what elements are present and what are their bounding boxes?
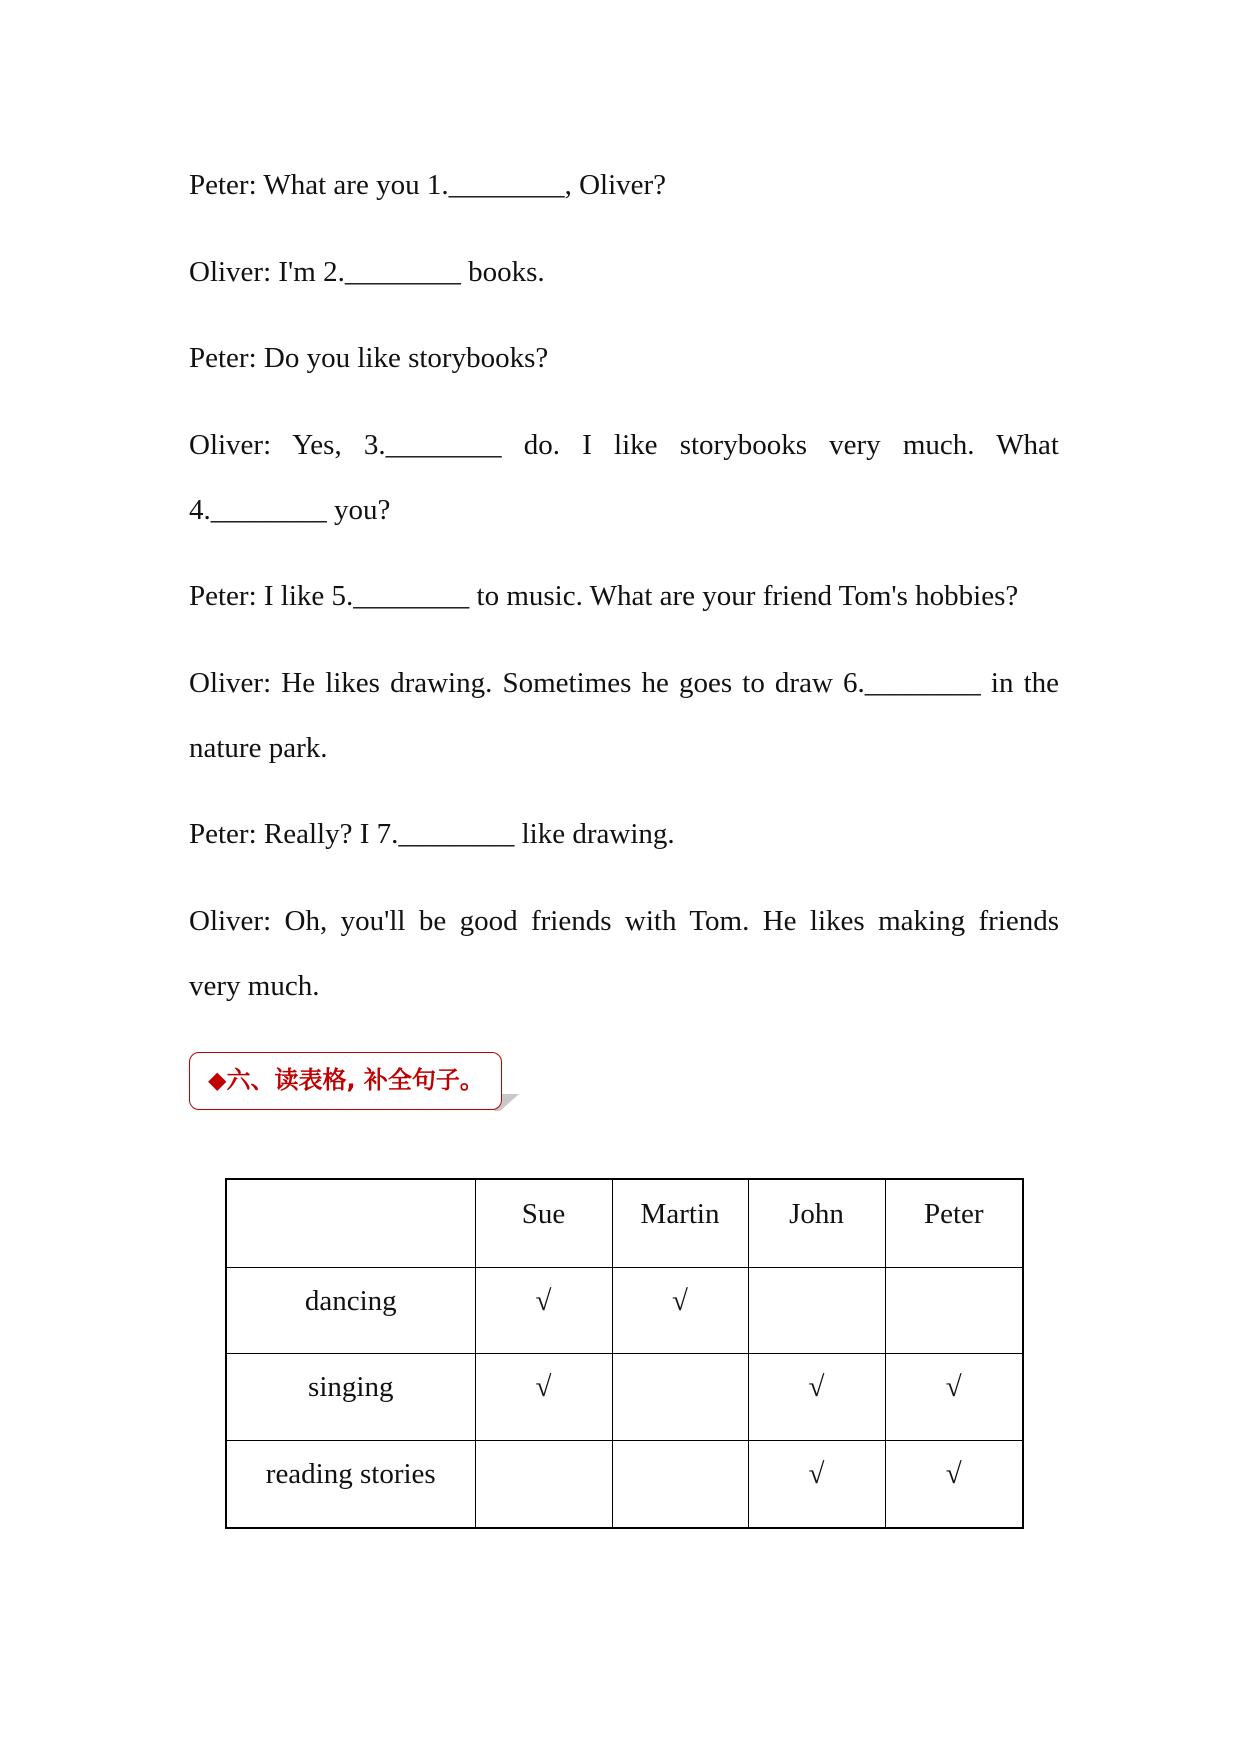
section-heading-text: ◆六、读表格, 补全句子。 bbox=[208, 1066, 484, 1094]
check-cell bbox=[748, 1267, 885, 1353]
dialogue-paragraph bbox=[189, 564, 1059, 629]
dialogue-line: Oliver: I'm 2.________ books. bbox=[189, 255, 545, 288]
table-header-cell: John bbox=[748, 1179, 885, 1267]
dialogue-paragraph bbox=[189, 326, 1059, 391]
dialogue-paragraph bbox=[189, 413, 1059, 543]
table-corner-cell bbox=[226, 1179, 475, 1267]
check-cell: √ bbox=[885, 1353, 1023, 1440]
table-header-cell: Martin bbox=[612, 1179, 748, 1267]
check-cell: √ bbox=[748, 1353, 885, 1440]
check-cell: √ bbox=[885, 1440, 1023, 1528]
table-row bbox=[226, 1267, 1023, 1353]
dialogue-paragraph bbox=[189, 802, 1059, 867]
dialogue-line: Peter: What are you 1.________, Oliver? bbox=[189, 169, 667, 201]
check-cell: √ bbox=[612, 1267, 748, 1353]
table-row bbox=[226, 1353, 1023, 1440]
check-cell bbox=[612, 1440, 748, 1528]
check-cell: √ bbox=[748, 1440, 885, 1528]
table-header-row bbox=[226, 1179, 1023, 1267]
hobbies-table bbox=[225, 1178, 1024, 1529]
dialogue-line: Peter: Really? I 7.________ like drawing. bbox=[189, 818, 675, 850]
row-label: dancing bbox=[226, 1267, 475, 1353]
dialogue-paragraph bbox=[189, 240, 1059, 305]
dialogue bbox=[189, 153, 1059, 1040]
dialogue-line: nature park. bbox=[189, 731, 328, 764]
dialogue-line: Peter: I like 5.________ to music. What are your friend Tom's hobbies? bbox=[189, 580, 1019, 612]
check-cell: √ bbox=[475, 1353, 612, 1440]
check-cell bbox=[475, 1440, 612, 1528]
dialogue-paragraph bbox=[189, 889, 1059, 1019]
check-cell: √ bbox=[475, 1267, 612, 1353]
table-row bbox=[226, 1440, 1023, 1528]
check-cell bbox=[885, 1267, 1023, 1353]
table-header-cell: Sue bbox=[475, 1179, 612, 1267]
dialogue-paragraph bbox=[189, 153, 1059, 218]
dialogue-paragraph bbox=[189, 651, 1059, 781]
dialogue-line: Oliver: Yes, 3.________ do. I like storybooks very much. What bbox=[189, 428, 1059, 461]
table-header-cell: Peter bbox=[885, 1179, 1023, 1267]
check-cell bbox=[612, 1353, 748, 1440]
dialogue-line: Oliver: He likes drawing. Sometimes he goes to draw 6.________ in the bbox=[189, 666, 1059, 699]
row-label: reading stories bbox=[226, 1440, 475, 1528]
row-label: singing bbox=[226, 1353, 475, 1440]
section-heading bbox=[189, 1052, 502, 1110]
dialogue-line: 4.________ you? bbox=[189, 493, 391, 526]
dialogue-line: Oliver: Oh, you'll be good friends with Tom. He likes making friends bbox=[189, 904, 1059, 937]
dialogue-line: Peter: Do you like storybooks? bbox=[189, 342, 549, 374]
dialogue-line: very much. bbox=[189, 969, 320, 1002]
